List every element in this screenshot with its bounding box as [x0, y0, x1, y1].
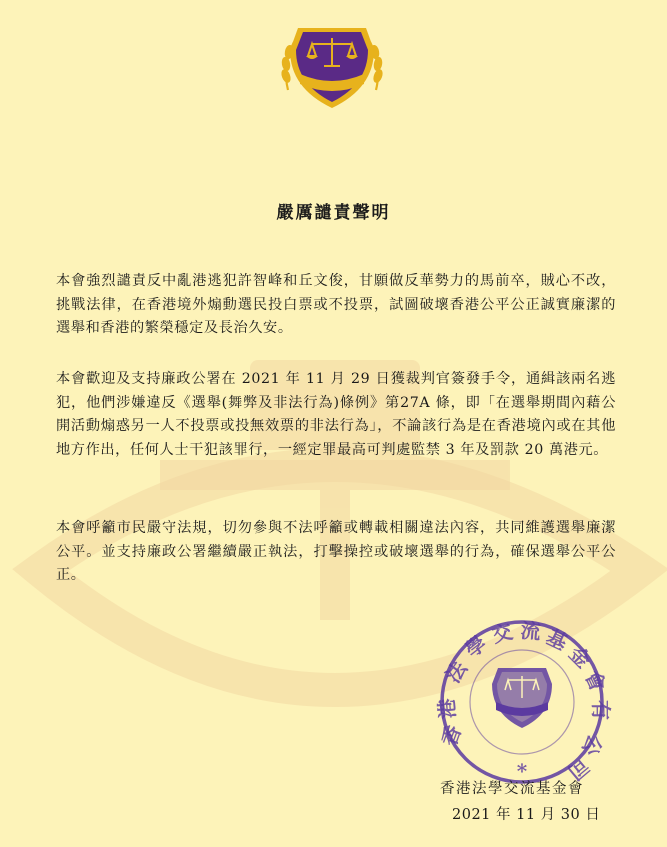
svg-text:*: * [516, 759, 528, 783]
company-seal-icon [434, 618, 613, 786]
svg-text:流: 流 [519, 618, 542, 644]
statement-paragraph: 本會歡迎及支持廉政公署在 2021 年 11 月 29 日獲裁判官簽發手令，通緝該兩名逃犯，他們涉嫌違反《選舉(舞弊及非法行為)條例》第27A 條，即「在選舉期間內藉公開活動煽惑另一人不投票或投無效票的非法行為」，不論該行為是在香港境內或在其他地方作出，任何人士干犯該罪行，一經定罪最高可判處監禁 3 年及罰款 20 萬港元。 [56, 371, 616, 458]
svg-text:港: 港 [434, 697, 460, 720]
signature-date: 2021 年 11 月 30 日 [452, 807, 601, 823]
hklef-logo-icon [276, 18, 388, 114]
svg-text:金: 金 [564, 641, 596, 673]
statement-paragraph: 本會呼籲市民嚴守法規，切勿參與不法呼籲或轉載相關違法內容，共同維護選舉廉潔公平。並支持廉政公署繼續嚴正執法，打擊操控或破壞選舉的行為，確保選舉公平公正。 [56, 520, 616, 583]
svg-text:學: 學 [460, 630, 491, 663]
svg-text:交: 交 [489, 619, 515, 648]
svg-text:有: 有 [589, 700, 613, 720]
svg-text:香: 香 [436, 722, 467, 750]
statement-title: 嚴厲譴責聲明 [276, 203, 391, 223]
svg-text:公: 公 [576, 730, 608, 760]
svg-text:司: 司 [563, 753, 594, 785]
svg-text:法: 法 [440, 656, 472, 688]
signature-organization: 香港法學交流基金會 [440, 781, 584, 797]
svg-text:基: 基 [542, 624, 572, 655]
svg-text:會: 會 [580, 666, 611, 696]
statement-paragraph: 本會強烈譴責反中亂港逃犯許智峰和丘文俊，甘願做反華勢力的馬前卒，賊心不改，挑戰法律，在香港境外煽動選民投白票或不投票，試圖破壞香港公平公正誠實廉潔的選舉和香港的繁榮穩定及長治久安。 [56, 273, 616, 336]
